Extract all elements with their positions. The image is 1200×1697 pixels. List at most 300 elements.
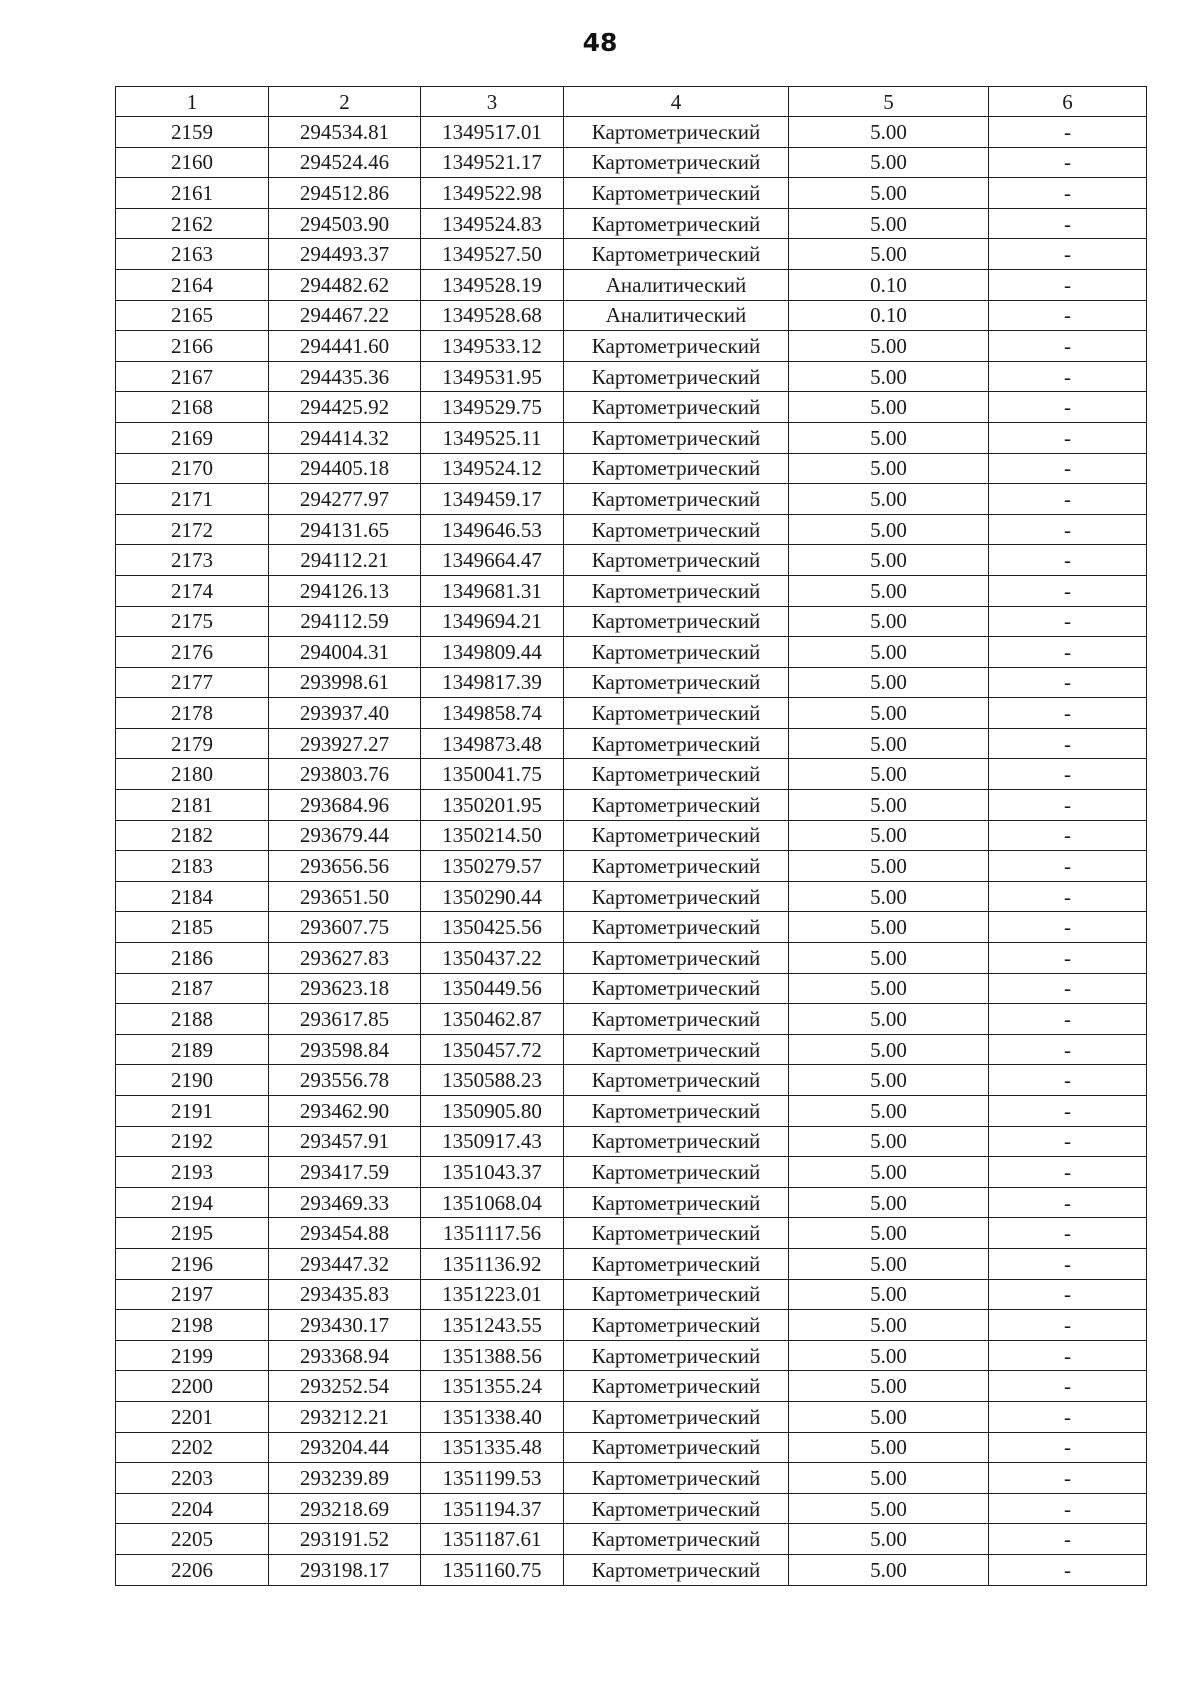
column-header-4: 4	[564, 87, 789, 117]
cell-point-number: 2190	[116, 1065, 269, 1096]
cell-point-number: 2201	[116, 1401, 269, 1432]
cell-point-number: 2171	[116, 484, 269, 515]
cell-note: -	[989, 973, 1147, 1004]
cell-accuracy: 5.00	[789, 759, 989, 790]
cell-note: -	[989, 1218, 1147, 1249]
cell-x-coordinate: 293198.17	[269, 1554, 421, 1585]
cell-x-coordinate: 293454.88	[269, 1218, 421, 1249]
table-row	[116, 1004, 1147, 1035]
cell-method: Аналитический	[564, 269, 789, 300]
cell-x-coordinate: 293212.21	[269, 1401, 421, 1432]
table-row	[116, 728, 1147, 759]
header-row	[116, 87, 1147, 117]
table-row	[116, 117, 1147, 148]
cell-point-number: 2203	[116, 1463, 269, 1494]
cell-accuracy: 5.00	[789, 1096, 989, 1127]
cell-point-number: 2193	[116, 1157, 269, 1188]
cell-point-number: 2200	[116, 1371, 269, 1402]
cell-y-coordinate: 1351355.24	[421, 1371, 564, 1402]
cell-method: Картометрический	[564, 637, 789, 668]
table-row	[116, 1401, 1147, 1432]
cell-method: Картометрический	[564, 1096, 789, 1127]
cell-point-number: 2185	[116, 912, 269, 943]
cell-note: -	[989, 1401, 1147, 1432]
cell-y-coordinate: 1349694.21	[421, 606, 564, 637]
cell-note: -	[989, 239, 1147, 270]
table-row	[116, 759, 1147, 790]
cell-method: Картометрический	[564, 698, 789, 729]
cell-x-coordinate: 293218.69	[269, 1493, 421, 1524]
cell-accuracy: 5.00	[789, 1279, 989, 1310]
cell-method: Картометрический	[564, 1463, 789, 1494]
cell-x-coordinate: 293252.54	[269, 1371, 421, 1402]
table-row	[116, 1279, 1147, 1310]
cell-note: -	[989, 667, 1147, 698]
cell-note: -	[989, 178, 1147, 209]
cell-y-coordinate: 1349646.53	[421, 514, 564, 545]
table-row	[116, 1126, 1147, 1157]
cell-x-coordinate: 294277.97	[269, 484, 421, 515]
cell-y-coordinate: 1351223.01	[421, 1279, 564, 1310]
cell-accuracy: 5.00	[789, 881, 989, 912]
cell-x-coordinate: 293430.17	[269, 1310, 421, 1341]
cell-x-coordinate: 294524.46	[269, 147, 421, 178]
cell-x-coordinate: 293469.33	[269, 1187, 421, 1218]
cell-note: -	[989, 1432, 1147, 1463]
cell-method: Картометрический	[564, 1187, 789, 1218]
cell-method: Картометрический	[564, 1493, 789, 1524]
cell-accuracy: 5.00	[789, 790, 989, 821]
cell-accuracy: 5.00	[789, 1157, 989, 1188]
cell-accuracy: 5.00	[789, 1065, 989, 1096]
cell-note: -	[989, 1157, 1147, 1188]
cell-point-number: 2191	[116, 1096, 269, 1127]
cell-accuracy: 5.00	[789, 1034, 989, 1065]
cell-y-coordinate: 1351338.40	[421, 1401, 564, 1432]
cell-method: Картометрический	[564, 1524, 789, 1555]
cell-method: Картометрический	[564, 178, 789, 209]
table-row	[116, 698, 1147, 729]
table-row	[116, 1187, 1147, 1218]
cell-note: -	[989, 851, 1147, 882]
cell-note: -	[989, 1340, 1147, 1371]
cell-accuracy: 5.00	[789, 1493, 989, 1524]
cell-y-coordinate: 1351160.75	[421, 1554, 564, 1585]
cell-y-coordinate: 1349522.98	[421, 178, 564, 209]
cell-y-coordinate: 1351117.56	[421, 1218, 564, 1249]
cell-method: Картометрический	[564, 790, 789, 821]
cell-accuracy: 5.00	[789, 208, 989, 239]
cell-note: -	[989, 269, 1147, 300]
cell-note: -	[989, 1096, 1147, 1127]
cell-accuracy: 5.00	[789, 484, 989, 515]
cell-accuracy: 5.00	[789, 851, 989, 882]
coordinates-table	[115, 86, 1147, 1586]
cell-point-number: 2166	[116, 331, 269, 362]
table-row	[116, 1371, 1147, 1402]
column-header-6: 6	[989, 87, 1147, 117]
cell-method: Картометрический	[564, 881, 789, 912]
cell-point-number: 2174	[116, 575, 269, 606]
cell-note: -	[989, 790, 1147, 821]
table-row	[116, 1218, 1147, 1249]
cell-x-coordinate: 294512.86	[269, 178, 421, 209]
cell-accuracy: 5.00	[789, 514, 989, 545]
cell-y-coordinate: 1351043.37	[421, 1157, 564, 1188]
column-header-1: 1	[116, 87, 269, 117]
cell-point-number: 2184	[116, 881, 269, 912]
cell-accuracy: 5.00	[789, 1524, 989, 1555]
cell-x-coordinate: 294004.31	[269, 637, 421, 668]
cell-note: -	[989, 484, 1147, 515]
cell-method: Картометрический	[564, 1065, 789, 1096]
cell-point-number: 2164	[116, 269, 269, 300]
table-row	[116, 422, 1147, 453]
cell-method: Картометрический	[564, 1371, 789, 1402]
cell-x-coordinate: 293679.44	[269, 820, 421, 851]
cell-x-coordinate: 293368.94	[269, 1340, 421, 1371]
cell-accuracy: 5.00	[789, 453, 989, 484]
cell-note: -	[989, 1279, 1147, 1310]
cell-y-coordinate: 1349817.39	[421, 667, 564, 698]
table-row	[116, 1432, 1147, 1463]
cell-x-coordinate: 294112.59	[269, 606, 421, 637]
column-header-2: 2	[269, 87, 421, 117]
cell-y-coordinate: 1350041.75	[421, 759, 564, 790]
cell-method: Картометрический	[564, 943, 789, 974]
cell-accuracy: 5.00	[789, 943, 989, 974]
cell-point-number: 2179	[116, 728, 269, 759]
cell-note: -	[989, 728, 1147, 759]
cell-x-coordinate: 293623.18	[269, 973, 421, 1004]
cell-x-coordinate: 293684.96	[269, 790, 421, 821]
cell-y-coordinate: 1350917.43	[421, 1126, 564, 1157]
column-header-3: 3	[421, 87, 564, 117]
cell-y-coordinate: 1349809.44	[421, 637, 564, 668]
table-row	[116, 1493, 1147, 1524]
cell-y-coordinate: 1351388.56	[421, 1340, 564, 1371]
table-row	[116, 1524, 1147, 1555]
cell-point-number: 2165	[116, 300, 269, 331]
table-row	[116, 881, 1147, 912]
table-row	[116, 820, 1147, 851]
cell-x-coordinate: 293204.44	[269, 1432, 421, 1463]
cell-method: Картометрический	[564, 545, 789, 576]
cell-method: Картометрический	[564, 1218, 789, 1249]
cell-accuracy: 5.00	[789, 361, 989, 392]
cell-method: Картометрический	[564, 422, 789, 453]
cell-accuracy: 5.00	[789, 575, 989, 606]
table-row	[116, 1310, 1147, 1341]
cell-y-coordinate: 1349533.12	[421, 331, 564, 362]
cell-y-coordinate: 1349521.17	[421, 147, 564, 178]
cell-note: -	[989, 1187, 1147, 1218]
cell-method: Картометрический	[564, 239, 789, 270]
cell-method: Картометрический	[564, 851, 789, 882]
cell-note: -	[989, 637, 1147, 668]
cell-y-coordinate: 1350905.80	[421, 1096, 564, 1127]
cell-note: -	[989, 392, 1147, 423]
cell-note: -	[989, 514, 1147, 545]
cell-y-coordinate: 1349664.47	[421, 545, 564, 576]
table-row	[116, 973, 1147, 1004]
cell-y-coordinate: 1351187.61	[421, 1524, 564, 1555]
cell-accuracy: 5.00	[789, 820, 989, 851]
cell-accuracy: 5.00	[789, 1554, 989, 1585]
table-row	[116, 1554, 1147, 1585]
cell-point-number: 2187	[116, 973, 269, 1004]
cell-y-coordinate: 1349524.12	[421, 453, 564, 484]
cell-y-coordinate: 1350279.57	[421, 851, 564, 882]
cell-x-coordinate: 293417.59	[269, 1157, 421, 1188]
cell-method: Картометрический	[564, 912, 789, 943]
cell-y-coordinate: 1349873.48	[421, 728, 564, 759]
cell-point-number: 2162	[116, 208, 269, 239]
cell-x-coordinate: 294534.81	[269, 117, 421, 148]
cell-x-coordinate: 294425.92	[269, 392, 421, 423]
cell-y-coordinate: 1350437.22	[421, 943, 564, 974]
cell-point-number: 2176	[116, 637, 269, 668]
cell-accuracy: 5.00	[789, 1310, 989, 1341]
cell-point-number: 2196	[116, 1248, 269, 1279]
cell-point-number: 2197	[116, 1279, 269, 1310]
cell-point-number: 2181	[116, 790, 269, 821]
table-body	[116, 117, 1147, 1586]
cell-point-number: 2186	[116, 943, 269, 974]
cell-point-number: 2204	[116, 1493, 269, 1524]
table-row	[116, 545, 1147, 576]
cell-x-coordinate: 293927.27	[269, 728, 421, 759]
cell-note: -	[989, 1065, 1147, 1096]
table-row	[116, 637, 1147, 668]
cell-method: Картометрический	[564, 667, 789, 698]
cell-y-coordinate: 1351199.53	[421, 1463, 564, 1494]
cell-y-coordinate: 1350425.56	[421, 912, 564, 943]
table-row	[116, 667, 1147, 698]
cell-x-coordinate: 293457.91	[269, 1126, 421, 1157]
cell-accuracy: 5.00	[789, 178, 989, 209]
cell-x-coordinate: 293656.56	[269, 851, 421, 882]
cell-point-number: 2177	[116, 667, 269, 698]
cell-accuracy: 5.00	[789, 239, 989, 270]
cell-method: Аналитический	[564, 300, 789, 331]
cell-y-coordinate: 1351068.04	[421, 1187, 564, 1218]
cell-x-coordinate: 293191.52	[269, 1524, 421, 1555]
cell-note: -	[989, 820, 1147, 851]
cell-method: Картометрический	[564, 1004, 789, 1035]
cell-point-number: 2180	[116, 759, 269, 790]
cell-x-coordinate: 293803.76	[269, 759, 421, 790]
cell-note: -	[989, 1004, 1147, 1035]
cell-y-coordinate: 1350462.87	[421, 1004, 564, 1035]
cell-method: Картометрический	[564, 575, 789, 606]
table-row	[116, 1463, 1147, 1494]
cell-accuracy: 5.00	[789, 637, 989, 668]
cell-y-coordinate: 1349528.68	[421, 300, 564, 331]
cell-method: Картометрический	[564, 147, 789, 178]
cell-method: Картометрический	[564, 514, 789, 545]
cell-note: -	[989, 361, 1147, 392]
table-row	[116, 514, 1147, 545]
cell-point-number: 2161	[116, 178, 269, 209]
cell-method: Картометрический	[564, 208, 789, 239]
cell-note: -	[989, 1554, 1147, 1585]
cell-method: Картометрический	[564, 759, 789, 790]
cell-note: -	[989, 698, 1147, 729]
table-row	[116, 331, 1147, 362]
cell-y-coordinate: 1349529.75	[421, 392, 564, 423]
table-row	[116, 300, 1147, 331]
cell-point-number: 2159	[116, 117, 269, 148]
cell-method: Картометрический	[564, 1554, 789, 1585]
cell-note: -	[989, 1248, 1147, 1279]
cell-note: -	[989, 1034, 1147, 1065]
cell-point-number: 2175	[116, 606, 269, 637]
cell-y-coordinate: 1349681.31	[421, 575, 564, 606]
cell-accuracy: 5.00	[789, 667, 989, 698]
cell-x-coordinate: 293239.89	[269, 1463, 421, 1494]
cell-point-number: 2167	[116, 361, 269, 392]
cell-note: -	[989, 1126, 1147, 1157]
cell-y-coordinate: 1350290.44	[421, 881, 564, 912]
table-row	[116, 1034, 1147, 1065]
cell-accuracy: 5.00	[789, 1004, 989, 1035]
cell-note: -	[989, 422, 1147, 453]
cell-note: -	[989, 208, 1147, 239]
cell-method: Картометрический	[564, 361, 789, 392]
cell-accuracy: 5.00	[789, 1463, 989, 1494]
column-header-5: 5	[789, 87, 989, 117]
cell-accuracy: 5.00	[789, 117, 989, 148]
table-row	[116, 361, 1147, 392]
table-row	[116, 606, 1147, 637]
cell-accuracy: 5.00	[789, 1371, 989, 1402]
cell-method: Картометрический	[564, 820, 789, 851]
cell-point-number: 2199	[116, 1340, 269, 1371]
table-row	[116, 1157, 1147, 1188]
cell-point-number: 2188	[116, 1004, 269, 1035]
cell-x-coordinate: 294126.13	[269, 575, 421, 606]
cell-x-coordinate: 294503.90	[269, 208, 421, 239]
cell-point-number: 2202	[116, 1432, 269, 1463]
cell-y-coordinate: 1349527.50	[421, 239, 564, 270]
cell-x-coordinate: 293435.83	[269, 1279, 421, 1310]
cell-note: -	[989, 912, 1147, 943]
cell-y-coordinate: 1349531.95	[421, 361, 564, 392]
cell-method: Картометрический	[564, 606, 789, 637]
table-row	[116, 178, 1147, 209]
table-row	[116, 1248, 1147, 1279]
cell-accuracy: 0.10	[789, 269, 989, 300]
cell-note: -	[989, 881, 1147, 912]
cell-method: Картометрический	[564, 1310, 789, 1341]
cell-point-number: 2163	[116, 239, 269, 270]
cell-y-coordinate: 1349858.74	[421, 698, 564, 729]
cell-accuracy: 5.00	[789, 422, 989, 453]
table-row	[116, 208, 1147, 239]
cell-accuracy: 5.00	[789, 1340, 989, 1371]
cell-x-coordinate: 293598.84	[269, 1034, 421, 1065]
cell-method: Картометрический	[564, 117, 789, 148]
cell-point-number: 2205	[116, 1524, 269, 1555]
cell-note: -	[989, 606, 1147, 637]
cell-x-coordinate: 293607.75	[269, 912, 421, 943]
cell-x-coordinate: 293937.40	[269, 698, 421, 729]
cell-x-coordinate: 293462.90	[269, 1096, 421, 1127]
cell-accuracy: 5.00	[789, 728, 989, 759]
cell-accuracy: 5.00	[789, 331, 989, 362]
cell-accuracy: 5.00	[789, 147, 989, 178]
cell-y-coordinate: 1350449.56	[421, 973, 564, 1004]
table-row	[116, 269, 1147, 300]
table-row	[116, 147, 1147, 178]
cell-y-coordinate: 1350201.95	[421, 790, 564, 821]
cell-x-coordinate: 293998.61	[269, 667, 421, 698]
cell-x-coordinate: 293627.83	[269, 943, 421, 974]
cell-accuracy: 5.00	[789, 1126, 989, 1157]
cell-note: -	[989, 117, 1147, 148]
cell-y-coordinate: 1349525.11	[421, 422, 564, 453]
cell-accuracy: 5.00	[789, 606, 989, 637]
table-row	[116, 392, 1147, 423]
cell-method: Картометрический	[564, 1432, 789, 1463]
cell-y-coordinate: 1349517.01	[421, 117, 564, 148]
cell-point-number: 2189	[116, 1034, 269, 1065]
cell-point-number: 2170	[116, 453, 269, 484]
cell-x-coordinate: 293617.85	[269, 1004, 421, 1035]
cell-accuracy: 5.00	[789, 1401, 989, 1432]
cell-point-number: 2183	[116, 851, 269, 882]
cell-note: -	[989, 453, 1147, 484]
cell-point-number: 2160	[116, 147, 269, 178]
cell-accuracy: 5.00	[789, 698, 989, 729]
cell-method: Картометрический	[564, 1034, 789, 1065]
cell-accuracy: 5.00	[789, 1248, 989, 1279]
cell-method: Картометрический	[564, 392, 789, 423]
cell-y-coordinate: 1350214.50	[421, 820, 564, 851]
cell-note: -	[989, 147, 1147, 178]
table-row	[116, 851, 1147, 882]
cell-note: -	[989, 1463, 1147, 1494]
cell-note: -	[989, 1371, 1147, 1402]
cell-point-number: 2173	[116, 545, 269, 576]
cell-accuracy: 5.00	[789, 545, 989, 576]
cell-accuracy: 5.00	[789, 973, 989, 1004]
cell-point-number: 2172	[116, 514, 269, 545]
cell-note: -	[989, 1310, 1147, 1341]
table-row	[116, 1065, 1147, 1096]
cell-note: -	[989, 545, 1147, 576]
cell-method: Картометрический	[564, 331, 789, 362]
cell-method: Картометрический	[564, 1157, 789, 1188]
table-row	[116, 1340, 1147, 1371]
cell-x-coordinate: 294112.21	[269, 545, 421, 576]
cell-accuracy: 5.00	[789, 912, 989, 943]
cell-point-number: 2168	[116, 392, 269, 423]
table-row	[116, 239, 1147, 270]
cell-x-coordinate: 294131.65	[269, 514, 421, 545]
cell-note: -	[989, 1524, 1147, 1555]
cell-y-coordinate: 1349528.19	[421, 269, 564, 300]
cell-x-coordinate: 293556.78	[269, 1065, 421, 1096]
cell-method: Картометрический	[564, 453, 789, 484]
cell-x-coordinate: 294441.60	[269, 331, 421, 362]
cell-x-coordinate: 293447.32	[269, 1248, 421, 1279]
cell-note: -	[989, 943, 1147, 974]
cell-point-number: 2178	[116, 698, 269, 729]
cell-y-coordinate: 1349459.17	[421, 484, 564, 515]
cell-x-coordinate: 294493.37	[269, 239, 421, 270]
